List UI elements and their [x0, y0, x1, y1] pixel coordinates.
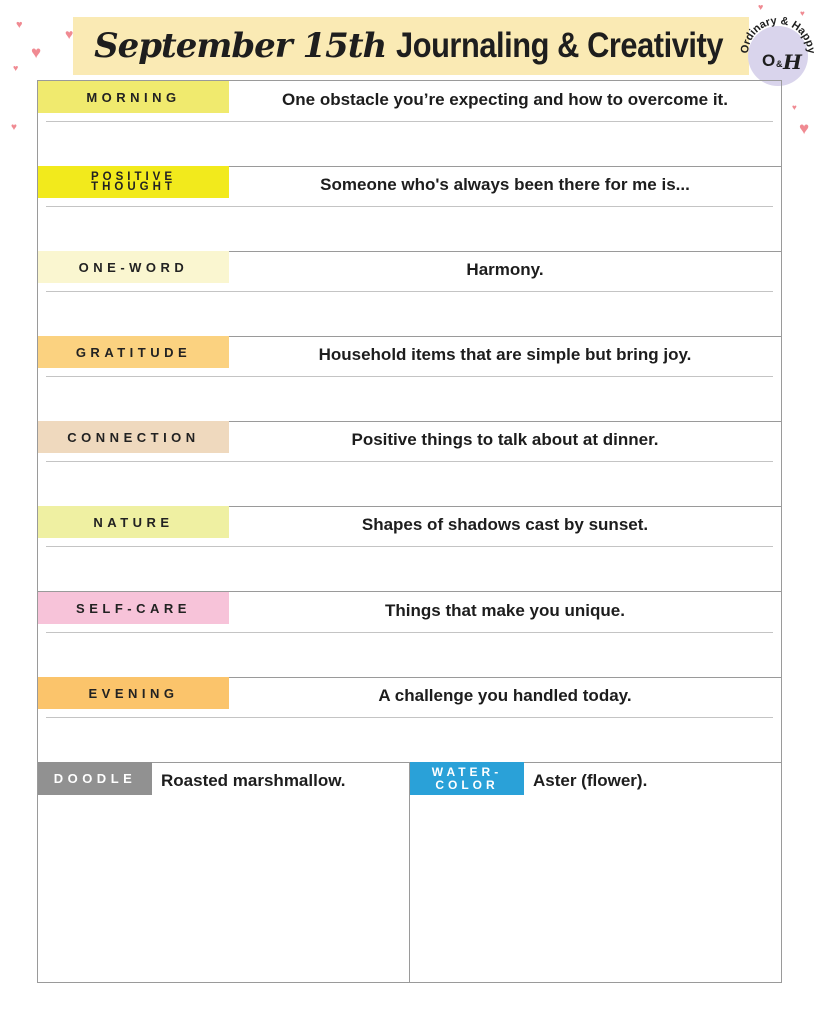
- section-morning: [38, 81, 781, 167]
- section-label: NATURE: [38, 506, 229, 538]
- writing-line: [46, 461, 773, 462]
- doodle-label: DOODLE: [38, 762, 152, 795]
- section-gratitude: [38, 336, 781, 422]
- section-positive-thought: [38, 166, 781, 252]
- doodle-panel: [38, 762, 410, 982]
- section-connection: [38, 421, 781, 507]
- watercolor-prompt: Aster (flower).: [533, 771, 648, 790]
- section-prompt: Things that make you unique.: [385, 601, 625, 620]
- writing-line: [46, 291, 773, 292]
- section-one-word: [38, 251, 781, 337]
- logo-badge: [738, 10, 818, 90]
- heart-icon: ♥: [13, 63, 19, 73]
- writing-line: [46, 632, 773, 633]
- section-label: GRATITUDE: [38, 336, 229, 368]
- section-prompt: Positive things to talk about at dinner.: [351, 430, 659, 449]
- heart-icon: ♥: [792, 103, 797, 112]
- writing-line: [46, 717, 773, 718]
- section-label: CONNECTION: [38, 421, 229, 453]
- heart-icon: ♥: [16, 19, 23, 31]
- logo-monogram-o: O: [762, 51, 776, 70]
- section-prompt: Household items that are simple but bring joy.: [318, 345, 692, 364]
- heart-icon: ♥: [799, 119, 810, 138]
- section-prompt: Someone who's always been there for me is...: [320, 175, 690, 194]
- title-date: September 15th: [94, 26, 387, 66]
- section-prompt: Shapes of shadows cast by sunset.: [361, 515, 649, 534]
- section-self-care: [38, 592, 781, 678]
- section-prompt: One obstacle you’re expecting and how to overcome it.: [282, 90, 728, 109]
- heart-icon: ♥: [758, 2, 764, 12]
- title-text: Journaling & Creativity: [396, 26, 724, 65]
- writing-line: [46, 206, 773, 207]
- section-prompt: A challenge you handled today.: [378, 686, 632, 705]
- section-label: ONE-WORD: [38, 251, 229, 283]
- logo-monogram-amp: &: [776, 59, 783, 69]
- title-banner: [73, 17, 749, 75]
- watercolor-label-line: WATER-: [431, 764, 503, 779]
- section-evening: [38, 677, 781, 763]
- watercolor-label: [410, 762, 524, 795]
- logo-arc-text: Ordinary & Happy: [738, 14, 818, 55]
- heart-icon: ♥: [11, 122, 17, 133]
- logo: [738, 10, 818, 90]
- section-label: [38, 166, 229, 198]
- watercolor-panel: [410, 762, 781, 982]
- section-label-line: THOUGHT: [91, 181, 176, 193]
- logo-monogram-h: H: [783, 50, 802, 74]
- writing-line: [46, 376, 773, 377]
- section-prompt: Harmony.: [466, 260, 544, 279]
- heart-icon: ♥: [65, 26, 74, 42]
- watercolor-label-line: COLOR: [435, 777, 499, 792]
- section-nature: [38, 506, 781, 592]
- section-label: MORNING: [38, 81, 229, 113]
- section-label-line: POSITIVE: [90, 171, 177, 183]
- writing-line: [46, 121, 773, 122]
- section-label: EVENING: [38, 677, 229, 709]
- journal-sheet: [37, 80, 782, 983]
- section-label: SELF-CARE: [38, 592, 229, 624]
- writing-line: [46, 546, 773, 547]
- heart-icon: ♥: [800, 9, 805, 18]
- doodle-prompt: Roasted marshmallow.: [161, 771, 346, 790]
- heart-icon: ♥: [31, 43, 42, 62]
